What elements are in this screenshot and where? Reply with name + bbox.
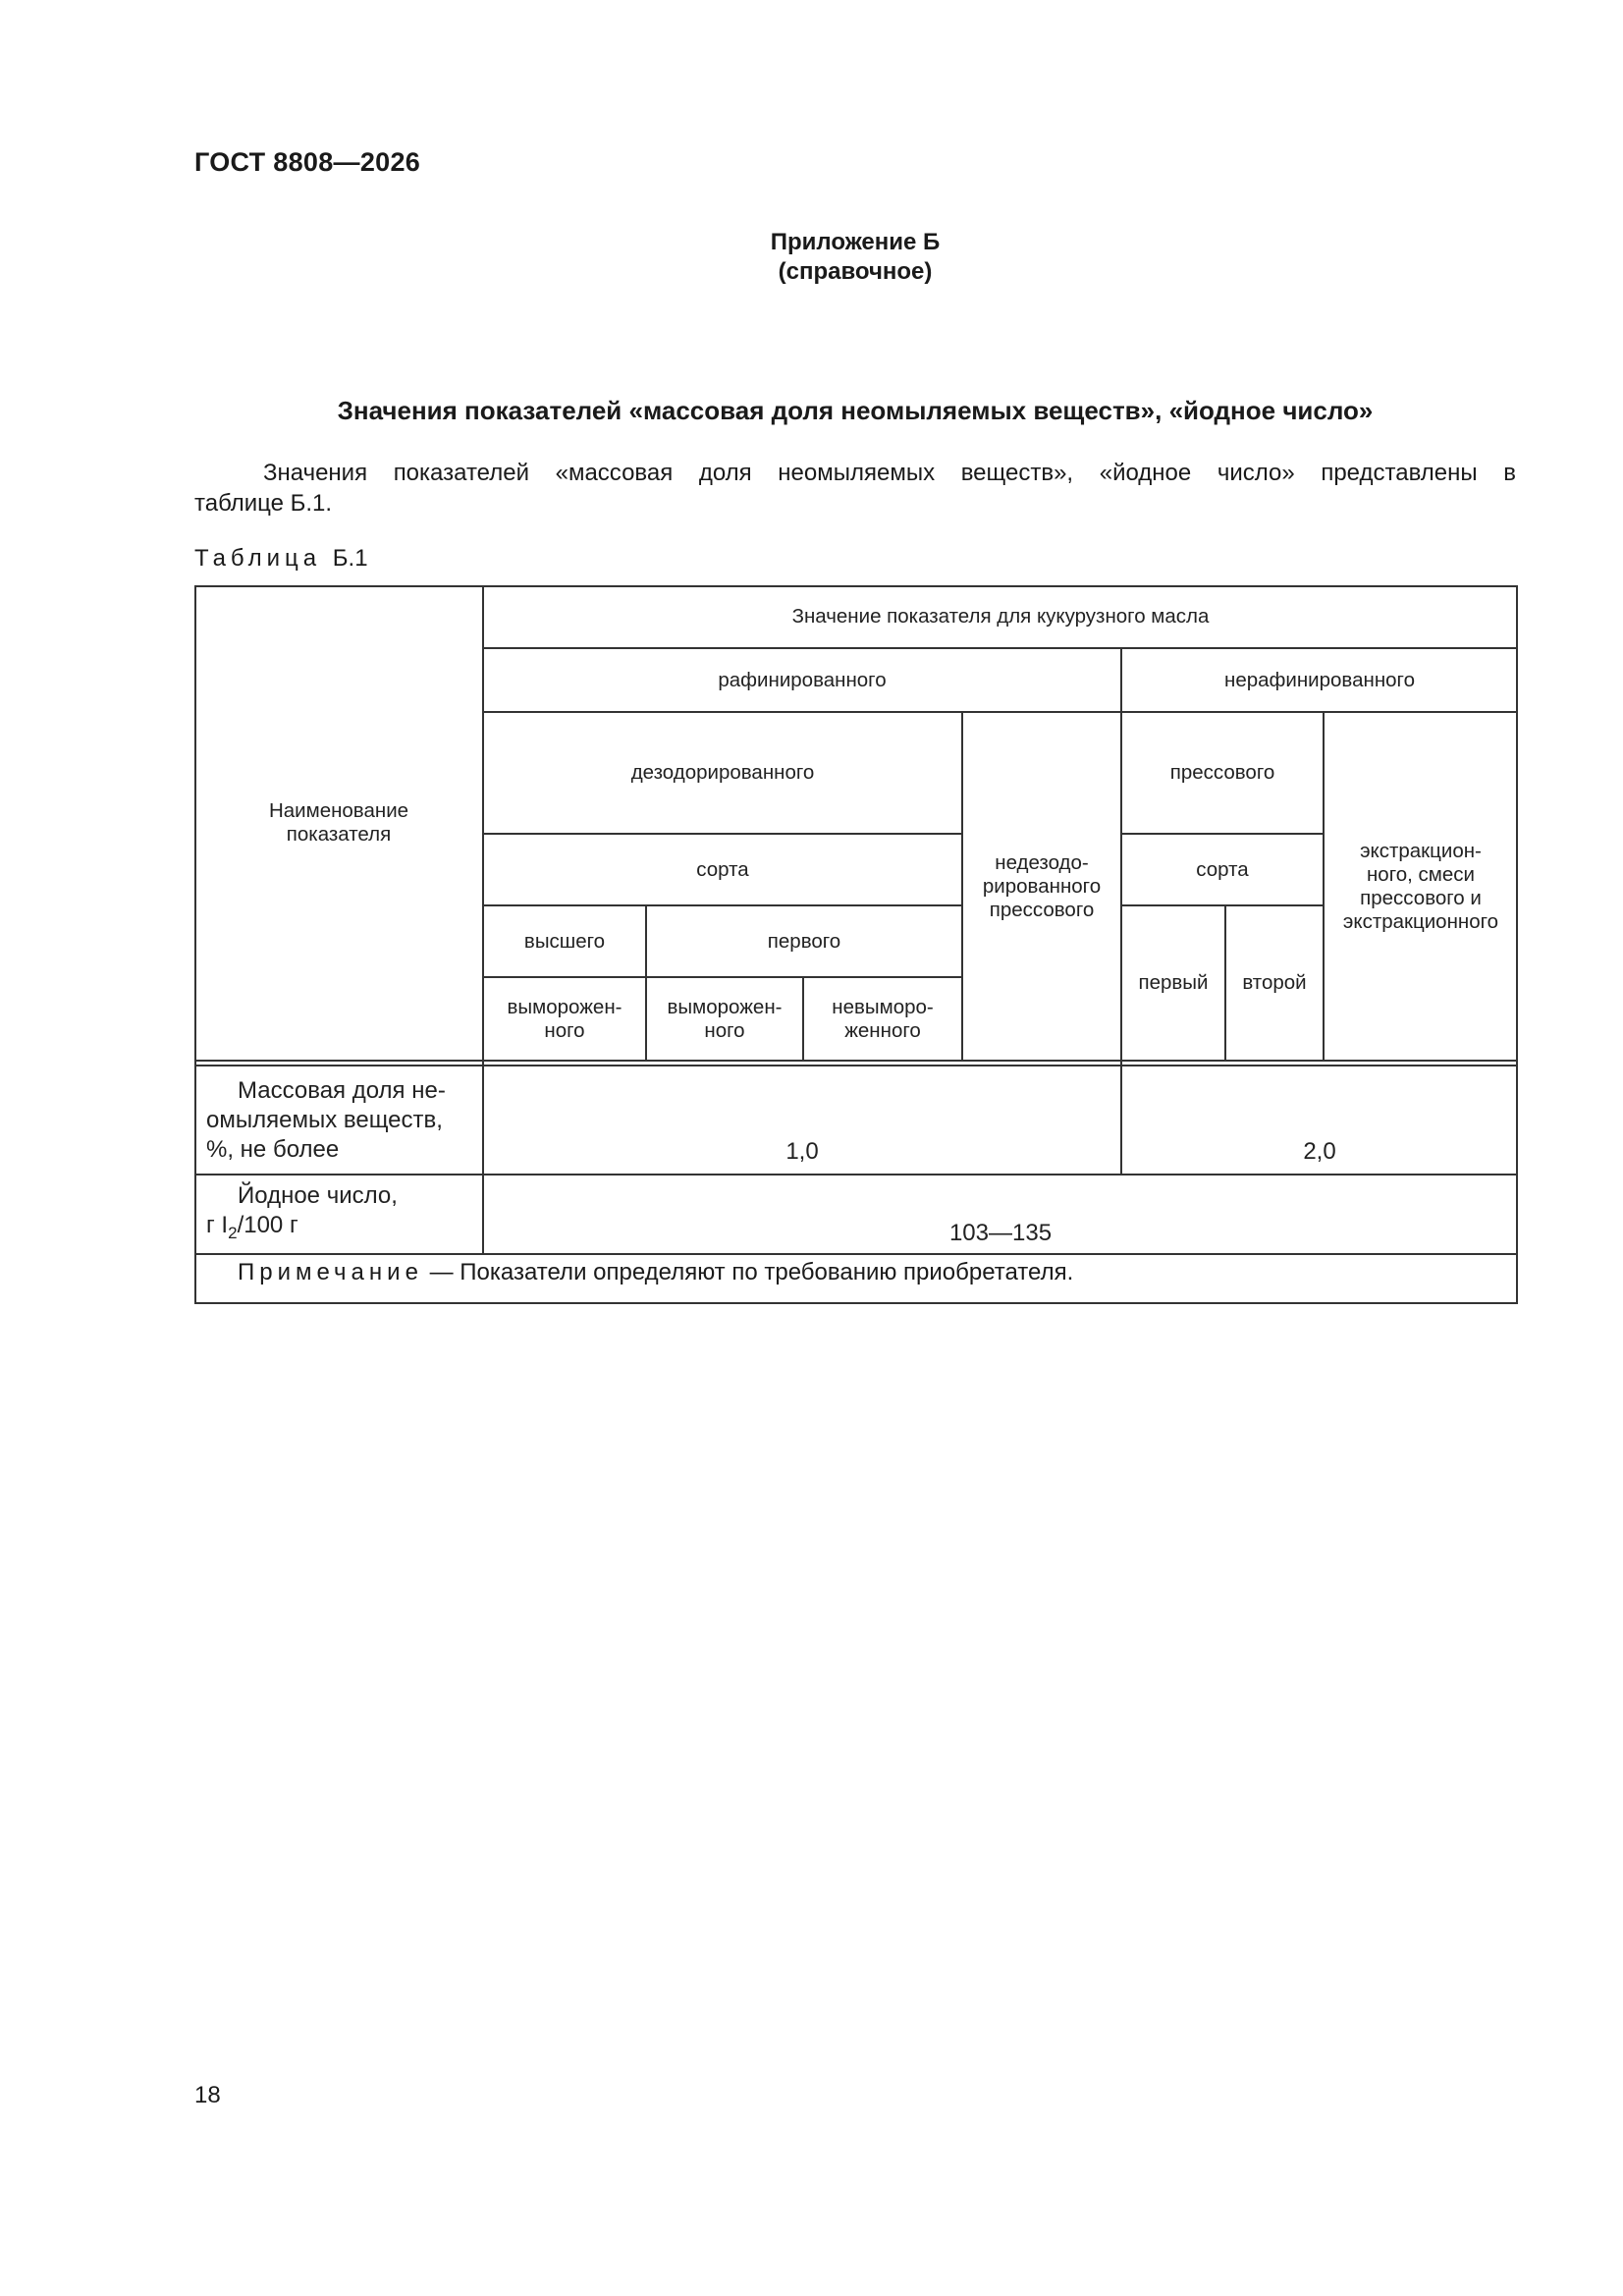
header-first-grade: первого (767, 929, 841, 953)
row-1-name-line-2: омыляемых веществ, (206, 1106, 443, 1133)
header-extraction-line-3: прессового и (1360, 886, 1482, 909)
header-not-frozen-line-1: невыморо- (832, 995, 934, 1018)
iodine-unit-subscript: 2 (228, 1223, 238, 1242)
header-non-deodorized-line-2: рированного (982, 874, 1102, 898)
header-frozen-first (646, 977, 803, 1061)
intro-line-1: Значения показателей «массовая доля неомыляемых веществ», «йодное число» представлены в (263, 460, 1516, 486)
table-row-iodine-name (194, 1175, 483, 1254)
header-indicator-name-line-2: показателя (286, 823, 392, 846)
document-code: ГОСТ 8808—2026 (194, 147, 421, 177)
page-number: 18 (194, 2082, 221, 2108)
table-row-iodine-value: 103—135 (948, 1220, 1053, 1246)
header-grade-refined: сорта (696, 857, 749, 881)
header-non-deodorized-line-1: недезодо- (995, 850, 1089, 874)
header-pressed: прессового (1169, 761, 1275, 784)
intro-paragraph (194, 458, 1516, 519)
appendix-title: Приложение Б (770, 229, 941, 255)
header-first: первый (1138, 971, 1209, 994)
header-extraction-line-4: экстракционного (1342, 909, 1499, 933)
table-row-unsaponifiable-name (194, 1066, 483, 1175)
header-non-deodorized-pressed (962, 712, 1121, 1061)
header-extraction-line-2: ного, смеси (1366, 862, 1475, 886)
header-not-frozen-line-2: женного (844, 1018, 921, 1042)
header-non-deodorized-line-3: прессового (989, 898, 1095, 921)
table-caption (194, 545, 368, 573)
table-row-unsaponifiable-refined-value: 1,0 (785, 1138, 819, 1165)
header-frozen-first-line-2: ного (704, 1018, 745, 1042)
header-refined: рафинированного (718, 668, 887, 691)
header-value-for-corn-oil: Значение показателя для кукурузного масла (791, 605, 1210, 628)
section-title: Значения показателей «массовая доля неомыляемых веществ», «йодное число» (337, 396, 1374, 425)
iodine-unit-prefix: г I (206, 1211, 229, 1238)
header-indicator-name-line-1: Наименование (268, 799, 409, 822)
note-text: — Показатели определяют по требованию приобретателя. (422, 1259, 1074, 1285)
header-indicator-name (194, 585, 483, 1061)
header-second: второй (1242, 971, 1307, 994)
header-grade-unrefined: сорта (1196, 857, 1249, 881)
header-unrefined: нерафинированного (1224, 668, 1415, 691)
row-2-name-line-2 (194, 1211, 398, 1248)
table-note (238, 1259, 1073, 1286)
header-frozen-highest-line-2: ного (544, 1018, 585, 1042)
table-caption-number: Б.1 (332, 545, 368, 572)
header-not-frozen-first (803, 977, 962, 1061)
table-row-unsaponifiable-unrefined-value: 2,0 (1303, 1138, 1336, 1165)
header-frozen-highest (483, 977, 646, 1061)
row-1-name-line-3: %, не более (206, 1135, 340, 1163)
iodine-unit-suffix: /100 г (237, 1211, 298, 1238)
appendix-type: (справочное) (778, 258, 933, 285)
row-2-name-line-1: Йодное число, (238, 1181, 398, 1209)
header-extraction (1324, 712, 1518, 1061)
header-highest-grade: высшего (523, 929, 606, 953)
header-deodorized: дезодорированного (630, 761, 815, 784)
header-frozen-highest-line-1: выморожен- (507, 995, 622, 1018)
header-extraction-line-1: экстракцион- (1360, 839, 1482, 862)
header-frozen-first-line-1: выморожен- (667, 995, 783, 1018)
row-1-name-line-1: Массовая доля не- (238, 1076, 446, 1104)
note-label: Примечание (238, 1259, 423, 1285)
table-caption-label: Таблица (194, 545, 322, 572)
intro-line-2: таблице Б.1. (194, 490, 333, 517)
